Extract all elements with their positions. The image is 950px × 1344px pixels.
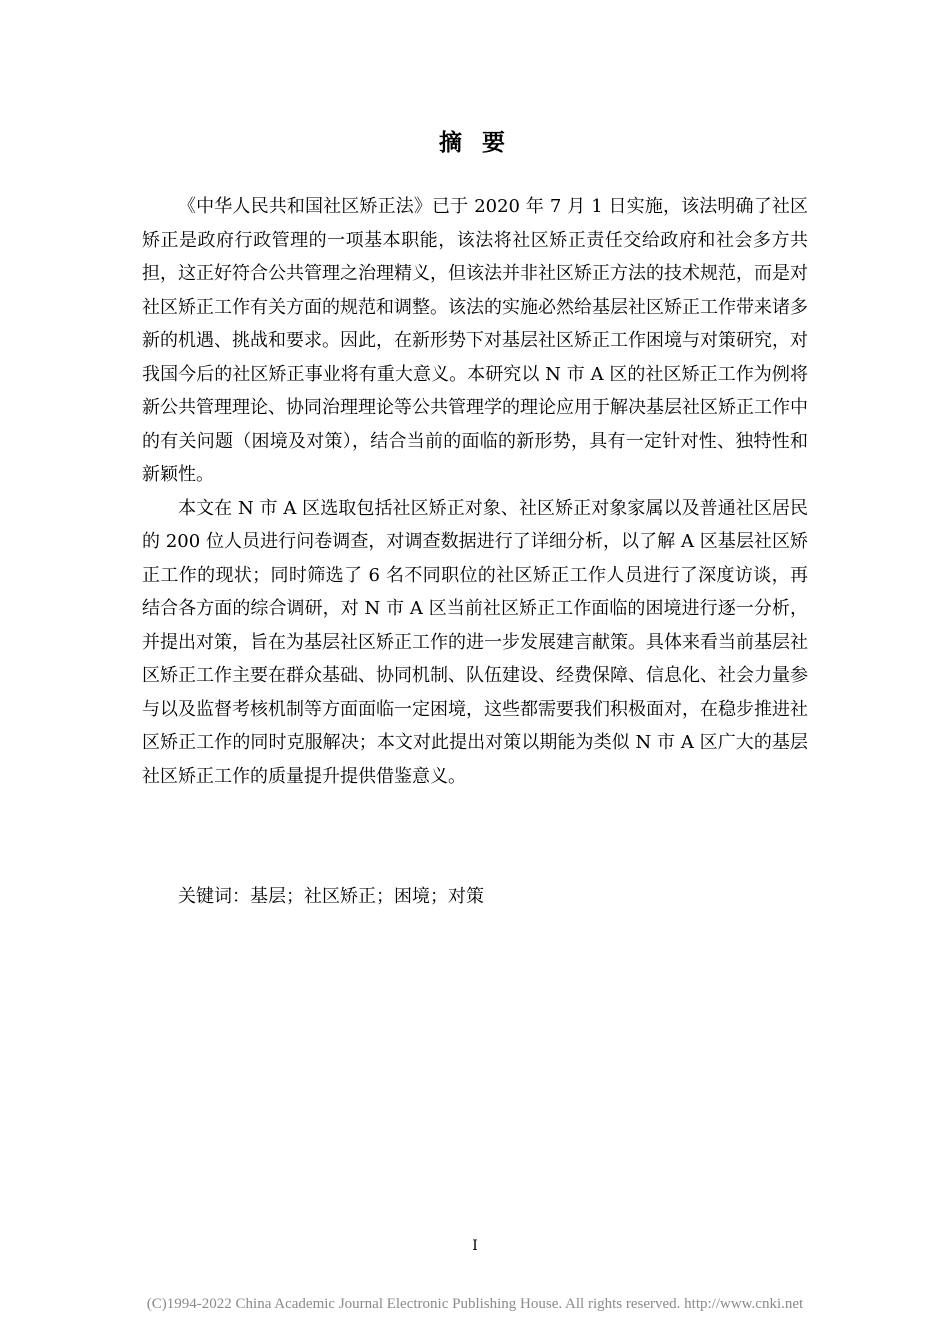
abstract-paragraph-1: 《中华人民共和国社区矫正法》已于 2020 年 7 月 1 日实施，该法明确了社区矫正是政府行政管理的一项基本职能，该法将社区矫正责任交给政府和社会多方共担，这正好符合公共管理之治理精义，但该法并非社区矫正方法的技术规范，而是对社区矫正工作有关方面的规范和调整。该法的实施必然给基层社区矫正工作带来诸多新的机遇、挑战和要求。因此，在新形势下对基层社区矫正工作困境与对策研究，对我国今后的社区矫正事业将有重大意义。本研究以 N 市 A 区的社区矫正工作为例将新公共管理理论、协同治理理论等公共管理学的理论应用于解决基层社区矫正工作中的有关问题（困境及对策），结合当前的面临的新形势，具有一定针对性、独特性和新颖性。	[142, 196, 808, 485]
page-number: I	[472, 1238, 478, 1254]
abstract-paragraph-2: 本文在 N 市 A 区选取包括社区矫正对象、社区矫正对象家属以及普通社区居民的 200 位人员进行问卷调查，对调查数据进行了详细分析，以了解 A 区基层社区矫正工作的现状；同时筛选了 6 名不同职位的社区矫正工作人员进行了深度访谈，再结合各方面的综合调研，对 N 市 A 区当前社区矫正工作面临的困境进行逐一分析，并提出对策，旨在为基层社区矫正工作的进一步发展建言献策。具体来看当前基层社区矫正工作主要在群众基础、协同机制、队伍建设、经费保障、信息化、社会力量参与以及监督考核机制等方面面临一定困境，这些都需要我们积极面对，在稳步推进社区矫正工作的同时克服解决；本文对此提出对策以期能为类似 N 市 A 区广大的基层社区矫正工作的质量提升提供借鉴意义。	[142, 497, 808, 787]
copyright-footer: (C)1994-2022 China Academic Journal Electronic Publishing House. All rights reserved. http://www.cnki.net	[146, 1296, 804, 1312]
page-title: 摘 要	[438, 130, 511, 156]
abstract-body	[142, 190, 808, 793]
keywords-line: 关键词：基层；社区矫正；困境；对策	[178, 886, 484, 907]
